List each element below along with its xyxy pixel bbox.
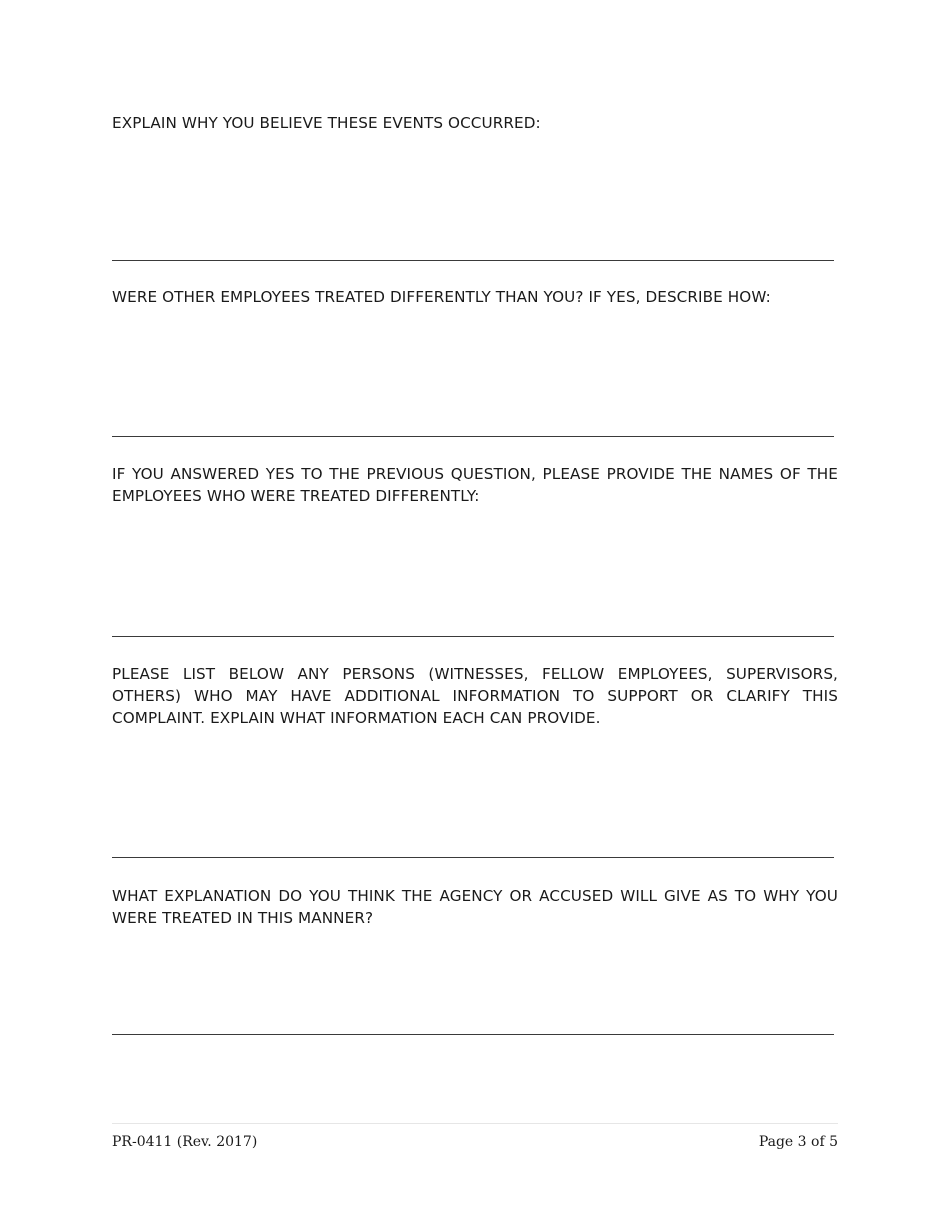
question-witnesses: PLEASE LIST BELOW ANY PERSONS (WITNESSES, FELLOW EMPLOYEES, SUPERVISORS, OTHERS) WHO MAY HAVE ADDITIONAL INFORMATION TO SUPPORT OR CLARIFY THIS COMPLAINT. EXPLAIN WHAT INFORMATION EACH CAN PROVIDE. bbox=[112, 665, 838, 727]
question-agency-explanation: WHAT EXPLANATION DO YOU THINK THE AGENCY OR ACCUSED WILL GIVE AS TO WHY YOU WERE TREATED IN THIS MANNER? bbox=[112, 887, 838, 927]
answer-line-others-treated-differently[interactable] bbox=[112, 436, 834, 437]
form-id: PR-0411 (Rev. 2017) bbox=[112, 1134, 258, 1150]
answer-line-agency-explanation[interactable] bbox=[112, 1034, 834, 1035]
question-others-treated-differently: WERE OTHER EMPLOYEES TREATED DIFFERENTLY THAN YOU? IF YES, DESCRIBE HOW: bbox=[112, 288, 771, 306]
question-names-of-employees: IF YOU ANSWERED YES TO THE PREVIOUS QUESTION, PLEASE PROVIDE THE NAMES OF THE EMPLOYEES WHO WERE TREATED DIFFERENTLY: bbox=[112, 465, 838, 505]
answer-line-witnesses[interactable] bbox=[112, 857, 834, 858]
page-number: Page 3 of 5 bbox=[758, 1134, 838, 1150]
footer-divider bbox=[112, 1123, 838, 1124]
question-why-events-occurred: EXPLAIN WHY YOU BELIEVE THESE EVENTS OCCURRED: bbox=[112, 114, 541, 132]
answer-line-names-of-employees[interactable] bbox=[112, 636, 834, 637]
answer-line-why-events-occurred[interactable] bbox=[112, 260, 834, 261]
